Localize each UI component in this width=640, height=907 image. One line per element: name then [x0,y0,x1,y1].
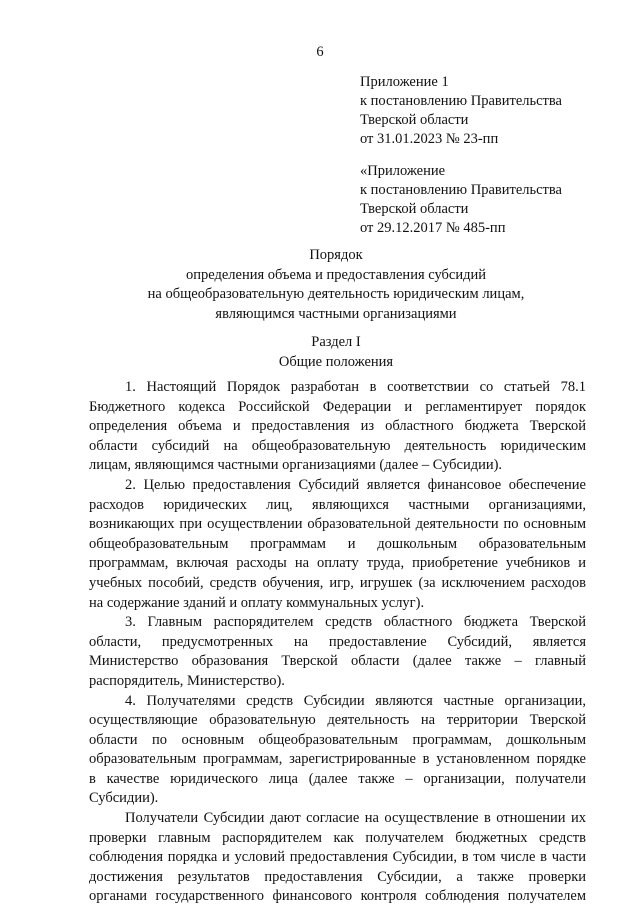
appendix-1-line: Тверской области [360,112,469,128]
paragraph-4-line: 4. Получателями средств Субсидии являются частные организации, [125,692,586,709]
appendix-1-block [360,73,620,149]
paragraph-5-line: органами государственного финансового контроля соблюдения получателем [89,888,586,905]
appendix-2-line: Тверской области [360,201,469,217]
paragraph-4-line: в качестве юридического лица (далее также – организации, получатели [89,770,586,787]
paragraph-1-line: 1. Настоящий Порядок разработан в соответствии со статьей 78.1 [125,379,586,395]
paragraph-2-line: возникающих при осуществлении образовательной деятельности по основным [89,516,586,533]
title-line: на общеобразовательную деятельность юридическим лицам, [147,286,525,302]
title-line: Порядок [309,247,363,263]
appendix-1-line: к постановлению Правительства [360,93,562,109]
appendix-1-line: Приложение 1 [360,74,449,90]
paragraph-2-line: учебных пособий, средств обучения, игр, игрушек (за исключением расходов [89,574,586,591]
title-line: определения объема и предоставления субсидий [185,266,487,283]
paragraph-4-line: области по основным общеобразовательным программам, дошкольным [89,731,586,748]
paragraph-2-line: расходов юридических лиц, являющихся частными организациями, [89,496,586,513]
appendix-2-line: от 29.12.2017 № 485-пп [360,220,506,236]
paragraph-3-line: 3. Главным распорядителем средств областного бюджета Тверской [125,614,586,631]
appendix-2-block [360,162,620,238]
paragraph-4-line: осуществляющие образовательную деятельность на территории Тверской [89,712,586,729]
paragraph-5-line: соблюдения порядка и условий предоставления Субсидии, в том числе в части [89,849,586,866]
paragraph-5-line: проверки главным распорядителем как получателем бюджетных средств [89,829,586,846]
paragraph-4-line: Субсидии). [89,790,159,807]
paragraph-2-line: программам, включая расходы на оплату труда, приобретение учебников и [89,555,586,572]
appendix-2-line: «Приложение [360,163,446,179]
paragraph-2-line: 2. Целью предоставления Субсидий является финансовое обеспечение [125,476,586,493]
paragraph-4-line: образовательным программам, зарегистрированные в установленном порядке [89,751,586,768]
page-number: 6 [316,44,324,60]
paragraph-3-line: области, предусмотренных на предоставление Субсидий, является [89,633,586,650]
paragraph-1-line: Бюджетного кодекса Российской Федерации и регламентирует порядок [89,398,586,415]
section-name: Общие положения [278,353,394,370]
paragraph-1-line: определения объема и предоставления из областного бюджета Тверской [89,418,586,435]
paragraph-5-line: достижения результатов предоставления Субсидии, а также проверки [89,868,586,885]
paragraph-1-line: лицам, являющимся частными организациями (далее – Субсидии). [89,457,503,474]
paragraph-1-line: области субсидий на общеобразовательную деятельность юридическим [89,437,586,454]
paragraph-5-line: Получатели Субсидии дают согласие на осуществление в отношении их [125,810,586,827]
appendix-1-line: от 31.01.2023 № 23-пп [360,131,499,147]
title-line: являющимся частными организациями [215,305,457,322]
document-title [0,246,640,324]
paragraph-2-line: на содержание зданий и оплату коммунальных услуг). [89,594,425,611]
paragraph-3-line: Министерство образования Тверской области (далее также – главный [89,653,586,670]
body-text [89,378,586,907]
paragraph-3-line: распорядитель, Министерство). [89,672,285,689]
section-number: Раздел I [311,334,361,350]
appendix-2-line: к постановлению Правительства [360,182,562,198]
section-heading [0,333,640,372]
paragraph-2-line: общеобразовательным программам и дошкольным образовательным [89,535,586,552]
